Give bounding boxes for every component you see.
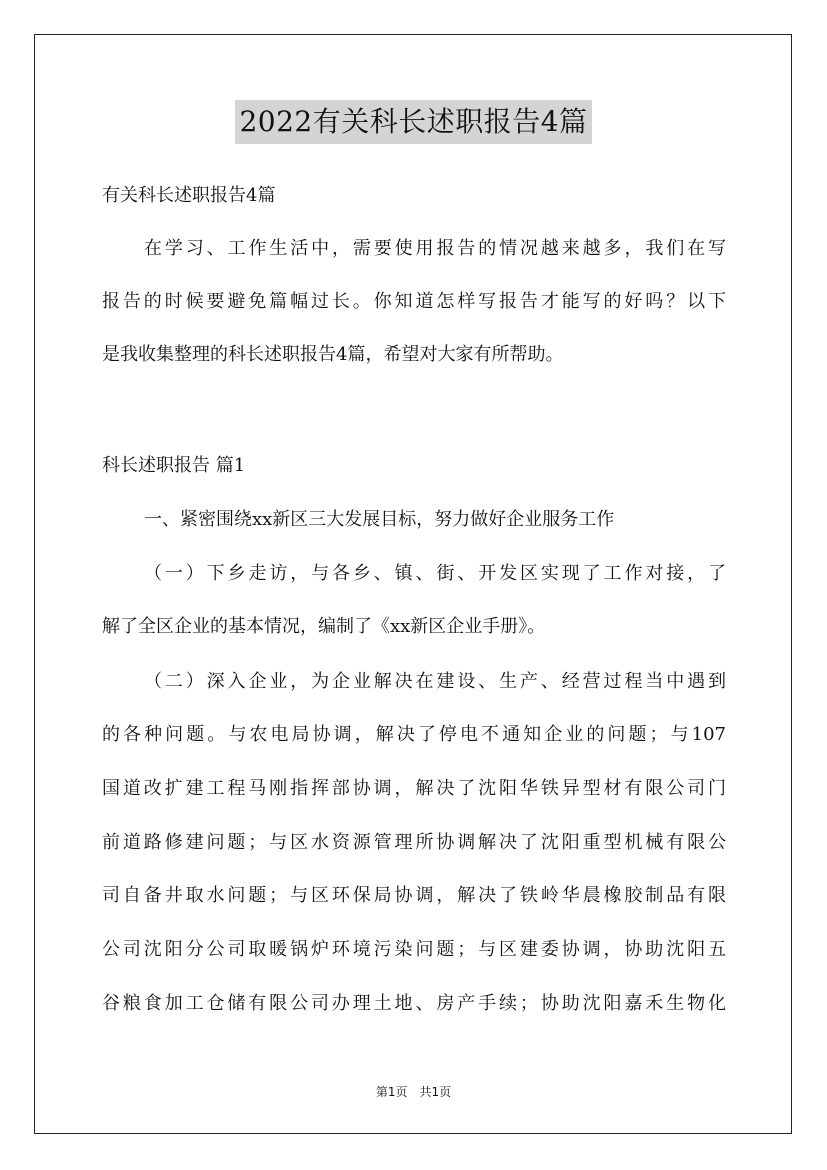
sub2-line-5: 司自备井取水问题；与区环保局协调，解决了铁岭华晨橡胶制品有限 xyxy=(102,885,726,906)
title-container xyxy=(0,100,827,144)
sub1-line-1: （一）下乡走访，与各乡、镇、街、开发区实现了工作对接，了 xyxy=(144,563,726,584)
sub1-line-2: 解了全区企业的基本情况，编制了《xx新区企业手册》。 xyxy=(102,616,546,637)
section-heading: 科长述职报告 篇1 xyxy=(102,455,246,476)
sub2-line-6: 公司沈阳分公司取暖锅炉环境污染问题；与区建委协调，协助沈阳五 xyxy=(102,939,726,960)
sub2-line-7: 谷粮食加工仓储有限公司办理土地、房产手续；协助沈阳嘉禾生物化 xyxy=(102,993,726,1014)
sub2-line-1: （二）深入企业，为企业解决在建设、生产、经营过程当中遇到 xyxy=(144,671,726,692)
document-subtitle: 有关科长述职报告4篇 xyxy=(102,185,276,206)
sub2-line-2: 的各种问题。与农电局协调，解决了停电不通知企业的问题；与107 xyxy=(102,724,726,745)
document-title: 2022有关科长述职报告4篇 xyxy=(235,100,591,144)
sub2-line-4: 前道路修建问题；与区水资源管理所协调解决了沈阳重型机械有限公 xyxy=(102,832,726,853)
intro-line-2: 报告的时候要避免篇幅过长。你知道怎样写报告才能写的好吗？以下 xyxy=(102,291,726,312)
intro-line-1: 在学习、工作生活中，需要使用报告的情况越来越多，我们在写 xyxy=(144,238,726,259)
item1-heading: 一、紧密围绕xx新区三大发展目标，努力做好企业服务工作 xyxy=(144,509,615,530)
page-footer: 第1页 共1页 xyxy=(375,1085,452,1099)
sub2-line-3: 国道改扩建工程马刚指挥部协调，解决了沈阳华铁异型材有限公司门 xyxy=(102,778,726,799)
intro-line-3: 是我收集整理的科长述职报告4篇，希望对大家有所帮助。 xyxy=(102,344,564,365)
